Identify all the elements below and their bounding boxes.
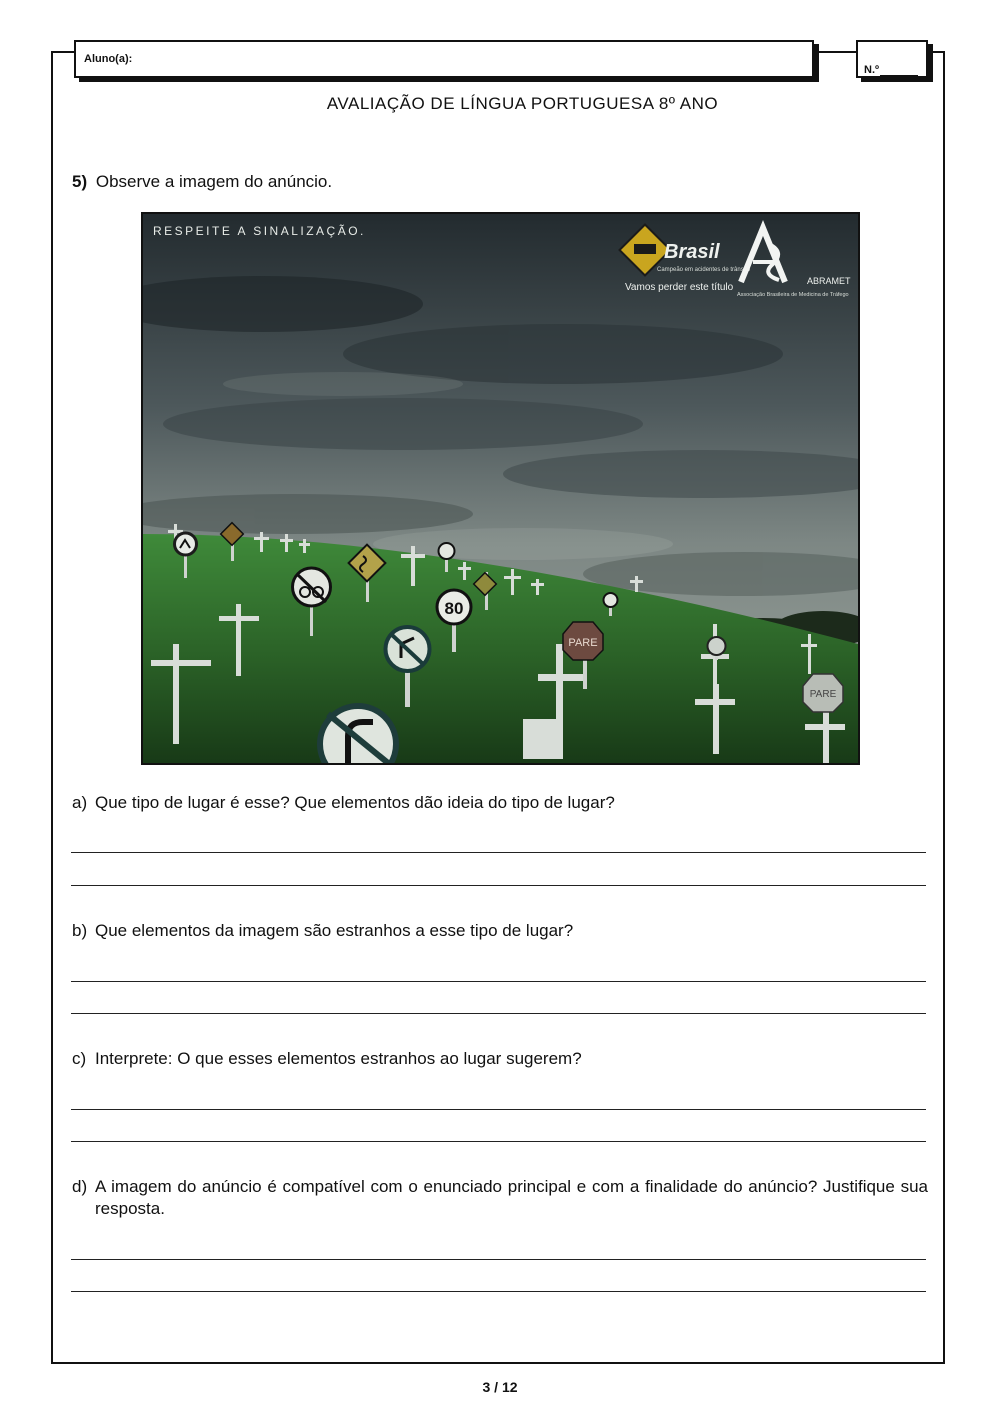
item-text: Que tipo de lugar é esse? Que elementos dão ideia do tipo de lugar? [95,793,615,812]
question-item-b [72,920,928,942]
student-name-field[interactable] [74,40,814,78]
answer-line[interactable] [71,1259,926,1260]
question-number: 5) [72,172,88,191]
page-title: AVALIAÇÃO DE LÍNGUA PORTUGUESA 8º ANO [326,94,719,113]
advertisement-image [141,212,860,765]
brasil-tagline: Vamos perder este título [625,282,734,293]
item-letter: b) [72,921,88,940]
abramet-text: ABRAMET [807,276,851,286]
question-item-d [72,1176,928,1220]
item-letter: d) [72,1177,88,1196]
page-number: 3 / 12 [482,1379,518,1395]
item-letter: c) [72,1049,87,1068]
ad-illustration [143,214,858,763]
ad-headline: RESPEITE A SINALIZAÇÃO. [153,224,366,238]
question-item-c [72,1048,928,1070]
answer-line[interactable] [71,885,926,886]
student-number-line [880,75,918,76]
answer-line[interactable] [71,1141,926,1142]
item-letter: a) [72,793,88,812]
question-5-prompt [72,172,332,192]
brasil-small-text: Campeão em acidentes de trânsito [657,267,751,273]
student-name-label: Aluno(a): [84,53,133,65]
item-text: Interprete: O que esses elementos estranhos ao lugar sugerem? [95,1049,582,1068]
item-text: Que elementos da imagem são estranhos a esse tipo de lugar? [95,921,574,940]
question-item-a [72,792,928,814]
answer-line[interactable] [71,1291,926,1292]
abramet-subtext: Associação Brasileira de Medicina de Tráfego [737,292,849,298]
answer-line[interactable] [71,852,926,853]
question-prompt-text: Observe a imagem do anúncio. [95,172,333,191]
sign-pare-2-text: PARE [809,689,837,700]
sign-80-text: 80 [444,599,464,618]
sign-pare-1-text: PARE [568,637,598,649]
item-text: A imagem do anúncio é compatível com o enunciado principal e com a finalidade do anúncio? Justifique sua resposta. [95,1177,928,1218]
brasil-logo-text: Brasil [664,241,720,263]
answer-line[interactable] [71,1013,926,1014]
student-number-label: N.º [864,64,880,76]
answer-line[interactable] [71,981,926,982]
answer-line[interactable] [71,1109,926,1110]
student-number-field[interactable] [856,40,928,78]
